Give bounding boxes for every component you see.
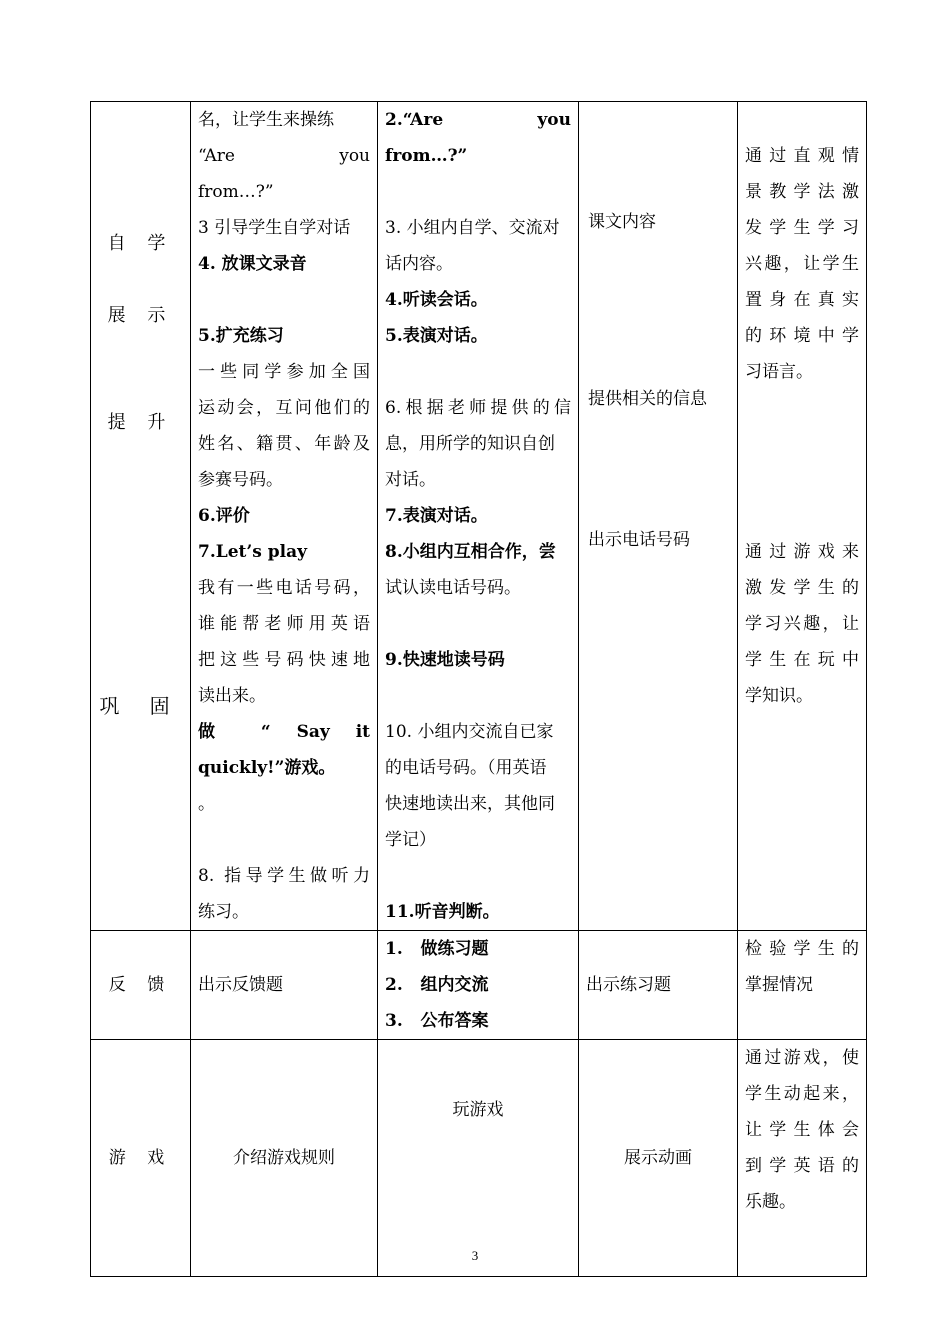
- feedback-student-line: 1. 做练习题: [385, 939, 489, 959]
- stage-label-youxi: 游 戏: [108, 1148, 173, 1168]
- intent-line: 置身在真实: [745, 290, 859, 310]
- game-student-cell: [378, 1040, 579, 1277]
- table-row-game: [91, 1040, 867, 1277]
- student-line: 2.“Are you: [385, 110, 571, 130]
- intent-line: 兴趣，让学生: [745, 254, 859, 274]
- teacher-line: 。: [198, 794, 215, 814]
- teacher-line: 练习。: [198, 902, 249, 922]
- media-text-info: 提供相关的信息: [588, 389, 707, 409]
- game-intent-cell: [738, 1040, 867, 1277]
- feedback-intent-line: 掌握情况: [745, 975, 813, 995]
- teacher-line: 姓名、籍贯、年龄及: [198, 434, 370, 454]
- intent-line: 激发学生的: [745, 578, 859, 598]
- teacher-line-blank: [198, 282, 370, 318]
- page-number: 3: [471, 1248, 479, 1263]
- teacher-line: “Are you: [198, 146, 370, 166]
- game-intent-line: 到学英语的: [745, 1156, 859, 1176]
- feedback-teacher-text: 出示反馈题: [198, 975, 283, 995]
- student-line: 3. 小组内自学、交流对: [385, 218, 560, 238]
- intent-line: 的环境中学: [745, 326, 859, 346]
- teacher-line: 名，让学生来操练: [198, 110, 334, 130]
- student-line: 话内容。: [385, 254, 453, 274]
- feedback-student-line: 3. 公布答案: [385, 1011, 489, 1031]
- student-line-blank: [385, 354, 571, 390]
- game-intent-line: 乐趣。: [745, 1192, 796, 1212]
- teacher-line: 把这些号码快速地: [198, 650, 370, 670]
- teacher-line: 做 “ Say it: [198, 722, 370, 742]
- student-line: 的电话号码。（用英语: [385, 758, 547, 778]
- teacher-line: 运动会，互问他们的: [198, 398, 370, 418]
- teacher-line: 谁能帮老师用英语: [198, 614, 370, 634]
- stage-label-zhanshi: 展 示: [107, 305, 174, 326]
- student-line: 4.听读会话。: [385, 290, 488, 310]
- feedback-media-cell: [579, 931, 738, 1040]
- intent-line-blank: [745, 390, 859, 426]
- feedback-student-line: 2. 组内交流: [385, 975, 489, 995]
- feedback-intent-cell: [738, 931, 867, 1040]
- teacher-line-blank: [198, 822, 370, 858]
- teacher-line: 4. 放课文录音: [198, 254, 307, 274]
- intent-line: 发学生学习: [745, 218, 859, 238]
- student-line: 对话。: [385, 470, 436, 490]
- student-line-blank: [385, 606, 571, 642]
- feedback-teacher-cell: [191, 931, 378, 1040]
- teacher-line: quickly!”游戏。: [198, 758, 336, 778]
- table-row-main: [91, 102, 867, 931]
- student-line: 快速地读出来，其他同: [385, 794, 555, 814]
- intent-line: 学生在玩中: [745, 650, 859, 670]
- student-line: 6.根据老师提供的信: [385, 398, 571, 418]
- student-line-blank: [385, 174, 571, 210]
- stage-cell-feedback: [91, 931, 191, 1040]
- student-activity-cell: [378, 102, 579, 931]
- feedback-intent-line: 检验学生的: [745, 939, 859, 959]
- media-text-lesson: 课文内容: [588, 212, 656, 232]
- student-line: 7.表演对话。: [385, 506, 488, 526]
- student-line: 8.小组内互相合作，尝: [385, 542, 556, 562]
- intent-line: 景教学法激: [745, 182, 859, 202]
- student-line: from…?”: [385, 146, 468, 166]
- intent-line-blank: [745, 462, 859, 498]
- intent-line: 通过游戏来: [745, 542, 859, 562]
- teacher-line: 读出来。: [198, 686, 266, 706]
- game-media-text: 展示动画: [624, 1148, 692, 1168]
- intent-line-blank: [745, 498, 859, 534]
- teacher-line: 7.Let’s play: [198, 542, 308, 562]
- teacher-line: 我有一些电话号码，: [198, 578, 370, 598]
- teacher-line: 5.扩充练习: [198, 326, 284, 346]
- feedback-student-cell: [378, 931, 579, 1040]
- teacher-line: 3 引导学生自学对话: [198, 218, 351, 238]
- teacher-line: 一些同学参加全国: [198, 362, 370, 382]
- intent-line-blank: [745, 102, 859, 138]
- game-student-text: 玩游戏: [452, 1100, 504, 1120]
- game-intent-line: 通过游戏，使: [745, 1048, 859, 1068]
- game-teacher-text: 介绍游戏规则: [233, 1148, 335, 1168]
- intent-line: 通过直观情: [745, 146, 859, 166]
- intent-line: 学知识。: [745, 686, 813, 706]
- game-media-cell: [579, 1040, 738, 1277]
- game-teacher-cell: [191, 1040, 378, 1277]
- stage-label-gonggu: 巩 固: [99, 694, 182, 718]
- student-line: 9.快速地读号码: [385, 650, 505, 670]
- student-line: 11.听音判断。: [385, 902, 500, 922]
- lesson-plan-table: [90, 101, 867, 1277]
- teacher-line: 参赛号码。: [198, 470, 283, 490]
- intent-line-blank: [745, 426, 859, 462]
- student-line: 5.表演对话。: [385, 326, 488, 346]
- intent-line: 学习兴趣，让: [745, 614, 859, 634]
- table-row-feedback: [91, 931, 867, 1040]
- feedback-media-text: 出示练习题: [586, 975, 671, 995]
- intent-line: 习语言。: [745, 362, 813, 382]
- student-line-blank: [385, 858, 571, 894]
- game-intent-line: 让学生体会: [745, 1120, 859, 1140]
- game-intent-line: 学生动起来，: [745, 1084, 859, 1104]
- student-line: 息，用所学的知识自创: [385, 434, 555, 454]
- teacher-line: from…?”: [198, 182, 274, 202]
- stage-label-zixue: 自 学: [107, 233, 174, 254]
- media-cell: [579, 102, 738, 931]
- teacher-line: 8. 指导学生做听力: [198, 866, 370, 886]
- stage-label-fankui: 反 馈: [108, 975, 173, 995]
- design-intent-cell: [738, 102, 867, 931]
- student-line-blank: [385, 678, 571, 714]
- media-text-phone: 出示电话号码: [588, 530, 690, 550]
- stage-cell-game: [91, 1040, 191, 1277]
- student-line: 试认读电话号码。: [385, 578, 521, 598]
- student-line: 学记）: [385, 830, 436, 850]
- stage-label-tisheng: 提 升: [107, 412, 174, 433]
- stage-cell-main: [91, 102, 191, 931]
- teacher-activity-cell: [191, 102, 378, 931]
- teacher-line: 6.评价: [198, 506, 250, 526]
- student-line: 10. 小组内交流自已家: [385, 722, 554, 742]
